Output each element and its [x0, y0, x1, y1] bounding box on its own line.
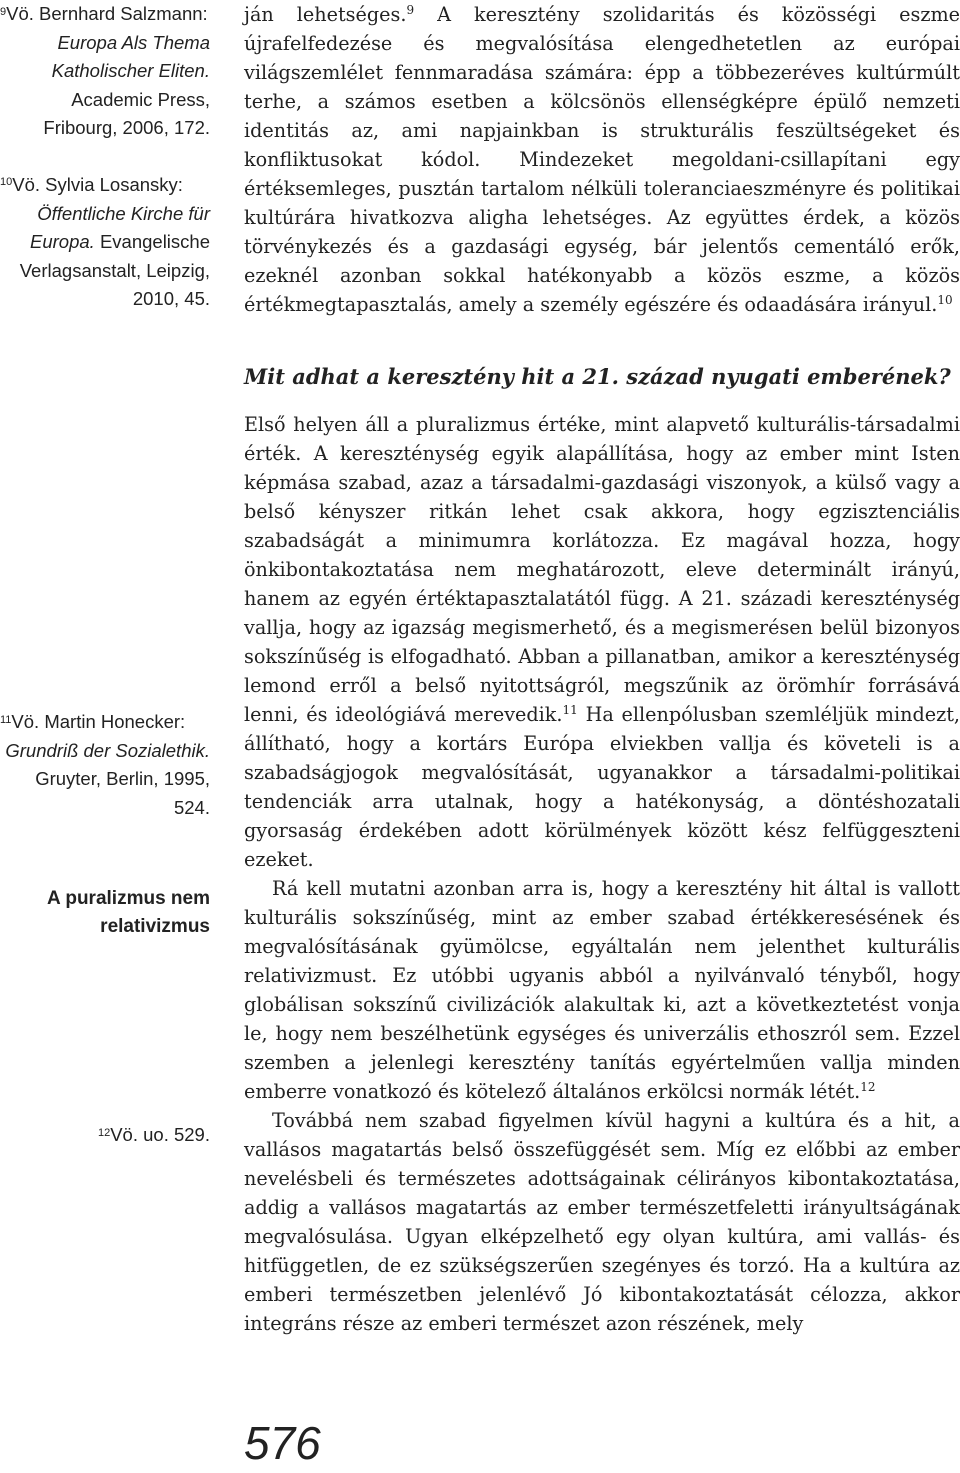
footnote-12-number: 12 [97, 1126, 111, 1139]
footnote-9-title-2: Katholischer Eliten. [51, 60, 210, 82]
paragraph-2-body-1: Első helyen áll a pluralizmus értéke, mint alapvető kulturális-társadalmi érték. A kereszténység egyik alapállítása, hogy az ember mint Isten képmása szabad, azaz a társadalmi-gazdasági viszonyok, a külső vagy a belső kényszer ritkán lehet csak akkora, hogy egzisztenciális szabadságát a minimumra korlátozza. Ez magával hozza, hogy önkibontakoztatása nem meghatározott, eleve determinált irányú, hanem az egyén értéktapasztalatától függ. A 21. századi kereszténység vallja, hogy az igazság megismerhető, és a megismerésen belül bizonyos sokszínűség is elfogadható. Abban a pillanatban, amikor a kereszténység lemond erről a belső nyitottságról, megszűnik az örömhír forrásává lenni, és ideológiává merevedik. [244, 413, 960, 726]
paragraph-1-body: A keresztény szolidaritás és közösségi eszme újrafelfedezése és megvalósítása elengedhetetlen az európai világszemlélet fennmaradása számára: épp a többezeréves kultúrmúlt terhe, a számos esetben a kölcsönös ellenségképre épülő nemzeti identitás az, ami napjainkban is strukturális feszültségeket és konfliktusokat kódol. Mindezeket megoldani-csillapítani egy értéksemleges, pusztán tartalom nélküli toleranciaeszményre és politikai kultúrára hivatkozva aligha lehetséges. Az együttes érdek, a közös törvénykezés és a gazdasági egység, bár jelentős cementáló erők, ezeknél azonban sokkal hatékonyabb a közös eszme, a közös értékmegtapasztalás, amely a személy egészére és odaadására irányul. [244, 3, 960, 316]
footnote-12-text: Vö. uo. 529. [110, 1124, 210, 1145]
footnote-10-number: 10 [0, 176, 13, 189]
footnote-10-author: Vö. Sylvia Losansky: [12, 173, 183, 195]
footnote-ref-12: 12 [860, 1080, 876, 1095]
footnote-9-publisher-2: Fribourg, 2006, 172. [43, 117, 210, 139]
footnote-ref-11: 11 [562, 703, 578, 718]
side-heading-line-2: relativizmus [100, 916, 210, 937]
footnote-11-title: Grundriß der Sozialethik. [5, 739, 210, 761]
sidebar-footnote-12 [0, 1121, 210, 1150]
footnote-ref-10: 10 [937, 293, 953, 308]
main-paragraph-3 [244, 874, 960, 1106]
footnote-9 [0, 0, 210, 143]
footnote-10-title-1: Öffentliche Kirche für [37, 202, 210, 224]
section-title: Mit adhat a keresztény hit a 21. század nyugati emberének? [244, 364, 951, 389]
footnote-11-author: Vö. Martin Honecker: [11, 711, 186, 732]
footnote-10-publisher-inline: Evangelische [94, 231, 210, 253]
footnote-9-title-1: Europa Als Thema [57, 31, 210, 53]
sidebar-footnote-11 [0, 708, 210, 822]
sidebar-footnote-9-10 [0, 0, 210, 314]
side-heading [0, 885, 210, 941]
footnote-9-number: 9 [0, 5, 7, 18]
footnote-10-publisher-2: 2010, 45. [132, 288, 210, 310]
side-heading-line-1: A puralizmus nem [47, 888, 210, 909]
main-body [244, 410, 960, 1338]
footnote-ref-9: 9 [406, 3, 415, 18]
paragraph-1-lead: ján lehetséges. [244, 3, 407, 26]
footnote-11-publisher: Gruyter, Berlin, 1995, 524. [35, 768, 210, 818]
footnote-11-number: 11 [0, 713, 12, 726]
footnote-9-publisher-1: Academic Press, [71, 88, 210, 110]
paragraph-2-body-2: Ha ellenpólusban szemléljük mindezt, állítható, hogy a kortárs Európa elviekben vallja és követeli is a szabadságjogok megvalósítását, ugyanakkor a társadalmi-politikai tendenciák arra utalnak, hogy a hatékonyság, a döntéshozatali gyorsaság érdekében adott körülmények között kész felfüggeszteni ezeket. [244, 703, 960, 871]
page-number: 576 [244, 1417, 321, 1469]
footnote-10 [0, 171, 210, 314]
main-paragraph-2 [244, 410, 960, 874]
paragraph-4-body: Továbbá nem szabad figyelmen kívül hagyni a kultúra és a hit, a vallásos magatartás belső összefüggését sem. Míg ez előbbi az ember nevelésbeli és természetes adottságainak célirányos kibontakoztatása, addig a vallásos magatartás az ember természetfeletti irányultságának megvalósulása. Ugyan elképzelhető egy olyan kultúra, ami vallás- és hitfüggetlen, de ez szükségszerűen szegényes és torzó. Ha a kultúra az emberi természetben jelenlévő Jó kibontakoztatását célozza, akkor integráns része az emberi természet azon részének, mely [244, 1109, 960, 1335]
main-paragraph-4 [244, 1106, 960, 1338]
footnote-9-author: Vö. Bernhard Salzmann: [6, 3, 208, 24]
main-paragraph-1 [244, 0, 960, 319]
footnote-10-title-2: Europa. [30, 231, 95, 253]
footnote-10-publisher-1: Verlagsanstalt, Leipzig, [19, 259, 210, 281]
paragraph-3-body: Rá kell mutatni azonban arra is, hogy a keresztény hit által is vallott kulturális sokszínűség, mint az ember szabad értékkeresésének és megvalósításának gyümölcse, egyáltalán nem jelenthet kulturális relativizmust. Ez utóbbi ugyanis abból a nyilvánvaló tényből, hogy globálisan sokszínű civilizációk alakultak ki, azt a következtetést vonja le, hogy nem beszélhetünk egységes és univerzális ethoszról sem. Ezzel szemben a jelenlegi keresztény tanítás egyértelműen vallja minden emberre vonatkozó és kötelező általános erkölcsi normák létét. [244, 877, 960, 1103]
